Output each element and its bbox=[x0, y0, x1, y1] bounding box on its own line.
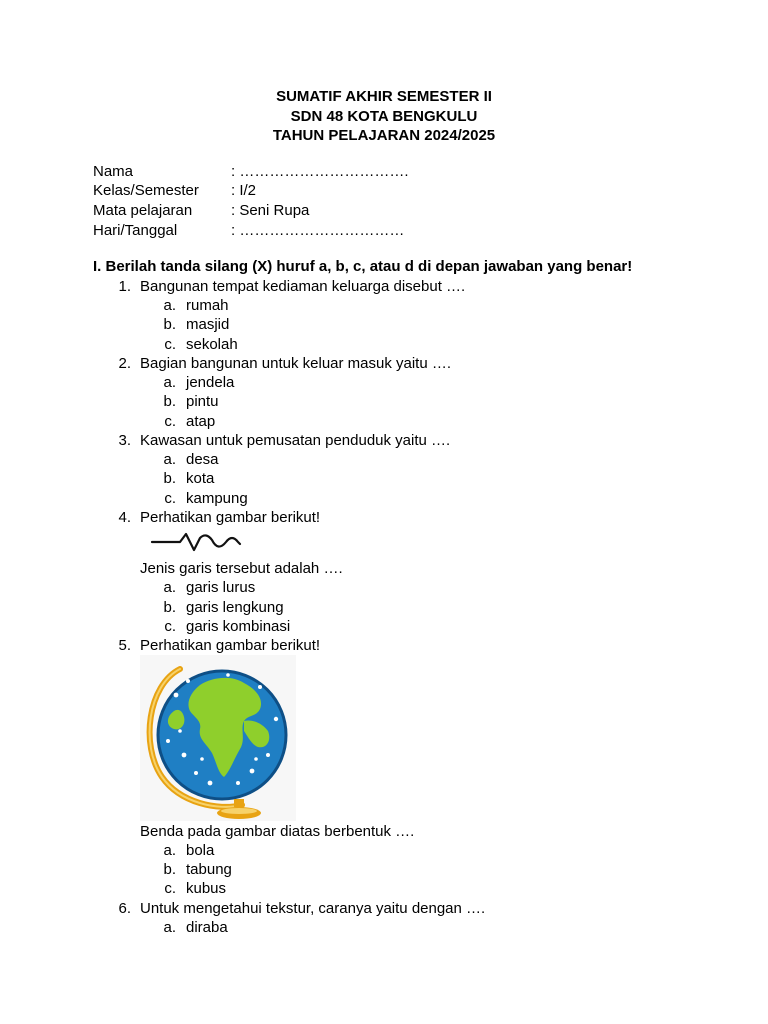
option-text: garis lengkung bbox=[186, 599, 284, 616]
question-text: Kawasan untuk pemusatan penduduk yaitu …. bbox=[140, 432, 451, 449]
school-name: SDN 48 KOTA BENGKULU bbox=[290, 108, 478, 125]
combination-line-icon bbox=[150, 530, 246, 554]
option-letter: a. bbox=[163, 579, 176, 596]
question-number: 4. bbox=[118, 509, 131, 526]
option-letter: a. bbox=[163, 842, 176, 859]
question-number: 1. bbox=[118, 278, 131, 295]
question-number: 5. bbox=[118, 637, 131, 654]
identity-label-date: Hari/Tanggal bbox=[93, 222, 178, 239]
question-subtext: Benda pada gambar diatas berbentuk …. bbox=[140, 823, 415, 840]
option-letter: a. bbox=[163, 919, 176, 936]
option-text: masjid bbox=[186, 316, 230, 333]
option-text: diraba bbox=[186, 919, 228, 936]
option-letter: a. bbox=[163, 297, 176, 314]
option-letter: a. bbox=[163, 374, 176, 391]
identity-value-class: : I/2 bbox=[231, 182, 257, 199]
question-number: 6. bbox=[118, 900, 131, 917]
option-letter: c. bbox=[164, 413, 176, 430]
question-text: Perhatikan gambar berikut! bbox=[140, 637, 321, 654]
identity-label-subject: Mata pelajaran bbox=[93, 202, 193, 219]
option-letter: b. bbox=[163, 393, 176, 410]
option-letter: b. bbox=[163, 470, 176, 487]
option-letter: b. bbox=[163, 599, 176, 616]
question-text: Perhatikan gambar berikut! bbox=[140, 509, 321, 526]
option-text: garis kombinasi bbox=[186, 618, 291, 635]
question-number: 2. bbox=[118, 355, 131, 372]
option-text: bola bbox=[186, 842, 215, 859]
option-letter: c. bbox=[164, 618, 176, 635]
option-text: rumah bbox=[186, 297, 229, 314]
option-text: jendela bbox=[186, 374, 235, 391]
section-instruction: I. Berilah tanda silang (X) huruf a, b, c, atau d di depan jawaban yang benar! bbox=[93, 258, 633, 275]
option-letter: c. bbox=[164, 880, 176, 897]
option-letter: b. bbox=[163, 316, 176, 333]
option-text: kota bbox=[186, 470, 215, 487]
question-number: 3. bbox=[118, 432, 131, 449]
question-text: Untuk mengetahui tekstur, caranya yaitu dengan …. bbox=[140, 900, 486, 917]
option-text: desa bbox=[186, 451, 219, 468]
globe-icon bbox=[140, 655, 296, 821]
option-text: kubus bbox=[186, 880, 227, 897]
option-letter: a. bbox=[163, 451, 176, 468]
option-letter: c. bbox=[164, 490, 176, 507]
identity-value-date: : …………………………… bbox=[231, 222, 405, 239]
identity-value-name: : ……………………………. bbox=[231, 163, 409, 180]
option-letter: c. bbox=[164, 336, 176, 353]
option-text: kampung bbox=[186, 490, 248, 507]
option-text: atap bbox=[186, 413, 216, 430]
option-text: sekolah bbox=[186, 336, 238, 353]
option-text: garis lurus bbox=[186, 579, 256, 596]
identity-label-name: Nama bbox=[93, 163, 134, 180]
question-text: Bagian bangunan untuk keluar masuk yaitu …. bbox=[140, 355, 452, 372]
exam-title: SUMATIF AKHIR SEMESTER II bbox=[276, 88, 492, 105]
option-text: tabung bbox=[186, 861, 232, 878]
identity-value-subject: : Seni Rupa bbox=[231, 202, 310, 219]
identity-label-class: Kelas/Semester bbox=[93, 182, 199, 199]
question-subtext: Jenis garis tersebut adalah …. bbox=[140, 560, 343, 577]
academic-year: TAHUN PELAJARAN 2024/2025 bbox=[272, 127, 496, 144]
option-text: pintu bbox=[186, 393, 219, 410]
question-text: Bangunan tempat kediaman keluarga disebut …. bbox=[140, 278, 466, 295]
option-letter: b. bbox=[163, 861, 176, 878]
